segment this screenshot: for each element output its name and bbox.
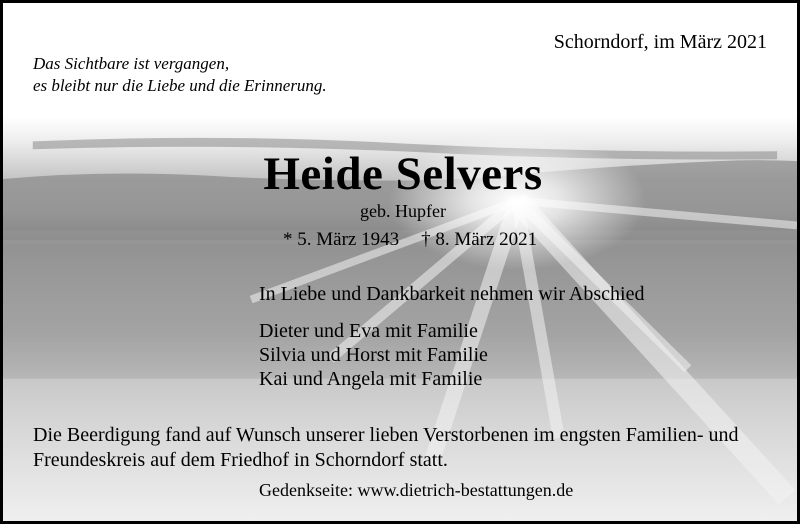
death-date: † 8. März 2021	[421, 229, 538, 250]
motto-line: es bleibt nur die Liebe und die Erinnerung.	[33, 76, 327, 95]
mourner-line: Dieter und Eva mit Familie	[259, 320, 478, 342]
maiden-name: geb. Hupfer	[360, 201, 446, 221]
mourner-line: Silvia und Horst mit Familie	[259, 344, 488, 366]
mourners-list	[259, 319, 488, 391]
life-dates	[283, 229, 559, 251]
birth-date: * 5. März 1943	[283, 229, 400, 250]
location-date: Schorndorf, im März 2021	[553, 31, 767, 53]
memorial-page-link: Gedenkseite: www.dietrich-bestattungen.de	[259, 480, 574, 500]
funeral-line: Die Beerdigung fand auf Wunsch unserer lieben Verstorbenen im engsten Familien- und	[33, 424, 739, 446]
deceased-name: Heide Selvers	[263, 148, 543, 200]
funeral-line: Freundeskreis auf dem Friedhof in Schorndorf statt.	[33, 449, 448, 471]
funeral-notice	[33, 423, 739, 473]
motto-line: Das Sichtbare ist vergangen,	[33, 54, 230, 73]
motto-quote	[33, 53, 327, 97]
farewell-text: In Liebe und Dankbarkeit nehmen wir Abschied	[259, 283, 645, 305]
mourner-line: Kai und Angela mit Familie	[259, 368, 483, 390]
